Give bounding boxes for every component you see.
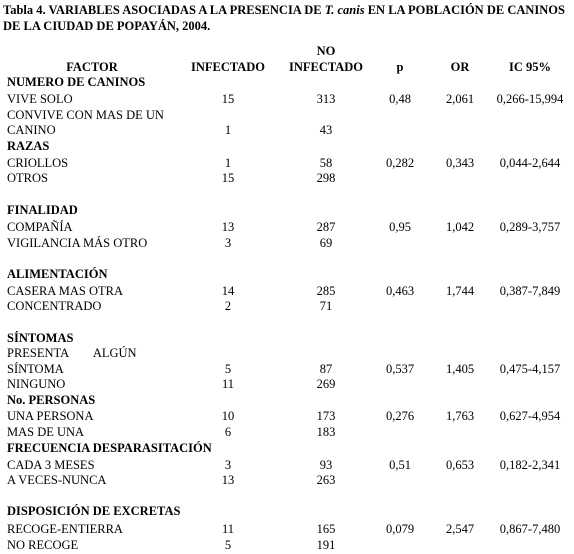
infectado-cell: 11 — [221, 522, 235, 536]
infectado-cell: 3 — [224, 236, 232, 250]
table-row — [0, 219, 574, 235]
table-row — [0, 361, 574, 377]
factor-label: RECOGE-ENTIERRA — [7, 522, 123, 536]
header-row-top — [0, 43, 574, 59]
factor-label: CANINO — [7, 123, 56, 137]
p-value-cell: 0,282 — [385, 156, 415, 170]
or-cell: 2,061 — [445, 92, 475, 106]
header-row — [0, 59, 574, 75]
no-infectado-cell: 269 — [316, 377, 336, 391]
or-cell: 1,763 — [445, 409, 475, 423]
factor-label: VIGILANCIA MÁS OTRO — [7, 236, 148, 250]
header-or: OR — [450, 60, 470, 74]
ic-cell: 0,867-7,480 — [499, 522, 561, 536]
category-label: NUMERO DE CANINOS — [7, 75, 146, 89]
infectado-cell: 14 — [221, 284, 235, 298]
table-row — [0, 122, 574, 138]
header-no: NO — [316, 44, 336, 58]
factor-label: NINGUNO — [7, 377, 66, 391]
ic-cell: 0,182-2,341 — [499, 458, 561, 472]
table-row — [0, 91, 574, 107]
factor-label: CRIOLLOS — [7, 156, 69, 170]
caption-suffix: EN LA POBLACIÓN DE CANINOS DE LA CIUDAD DE POPAYÁN, 2004. — [3, 3, 565, 33]
no-infectado-cell: 87 — [319, 362, 333, 376]
infectado-cell: 1 — [224, 123, 232, 137]
infectado-cell: 6 — [224, 425, 232, 439]
no-infectado-cell: 43 — [319, 123, 333, 137]
factor-label: OTROS — [7, 171, 48, 185]
p-value-cell: 0,51 — [389, 458, 411, 472]
table-row — [0, 298, 574, 314]
no-infectado-cell: 93 — [319, 458, 333, 472]
no-infectado-cell: 313 — [316, 92, 336, 106]
or-cell: 2,547 — [445, 522, 475, 536]
table-row — [0, 283, 574, 299]
no-infectado-cell: 298 — [316, 171, 336, 185]
table-row — [0, 235, 574, 251]
table-caption — [3, 2, 569, 34]
p-value-cell: 0,276 — [385, 409, 415, 423]
infectado-cell: 15 — [221, 92, 235, 106]
category-row — [0, 74, 574, 90]
table-row — [0, 408, 574, 424]
ic-cell: 0,475-4,157 — [499, 362, 561, 376]
no-infectado-cell: 69 — [319, 236, 333, 250]
category-row — [0, 138, 574, 154]
no-infectado-cell: 191 — [316, 538, 336, 552]
factor-label: UNA PERSONA — [7, 409, 94, 423]
category-label: RAZAS — [7, 139, 50, 153]
ic-cell: 0,044-2,644 — [499, 156, 561, 170]
or-cell: 1,744 — [445, 284, 475, 298]
infectado-cell: 10 — [221, 409, 235, 423]
category-row — [0, 330, 574, 346]
category-row — [0, 392, 574, 408]
factor-label: PRESENTA ALGÚN — [7, 346, 137, 360]
caption-species: T. canis — [324, 3, 365, 17]
no-infectado-cell: 263 — [316, 473, 336, 487]
category-label: ALIMENTACIÓN — [7, 267, 108, 281]
header-no-infectado: INFECTADO — [288, 60, 364, 74]
infectado-cell: 3 — [224, 458, 232, 472]
table-row — [0, 424, 574, 440]
category-row — [0, 503, 574, 519]
factor-label: CONCENTRADO — [7, 299, 102, 313]
header-infectado: INFECTADO — [190, 60, 266, 74]
factor-label: A VECES-NUNCA — [7, 473, 107, 487]
factor-label: CONVIVE CON MAS DE UN — [7, 108, 164, 122]
category-row — [0, 440, 574, 456]
infectado-cell: 13 — [221, 473, 235, 487]
infectado-cell: 15 — [221, 171, 235, 185]
p-value-cell: 0,95 — [389, 220, 411, 234]
table-row — [0, 155, 574, 171]
or-cell: 0,343 — [445, 156, 475, 170]
factor-label: NO RECOGE — [7, 538, 79, 552]
ic-cell: 0,627-4,954 — [499, 409, 561, 423]
ic-cell: 0,289-3,757 — [499, 220, 561, 234]
table-row — [0, 107, 574, 123]
category-row — [0, 266, 574, 282]
table-row — [0, 521, 574, 537]
category-label: No. PERSONAS — [7, 393, 96, 407]
table-row — [0, 345, 574, 361]
no-infectado-cell: 58 — [319, 156, 333, 170]
factor-label: CADA 3 MESES — [7, 458, 95, 472]
p-value-cell: 0,463 — [385, 284, 415, 298]
table-row — [0, 537, 574, 553]
category-label: FRECUENCIA DESPARASITACIÓN — [7, 441, 212, 455]
no-infectado-cell: 183 — [316, 425, 336, 439]
category-label: DISPOSICIÓN DE EXCRETAS — [7, 504, 181, 518]
or-cell: 0,653 — [445, 458, 475, 472]
factor-label: VIVE SOLO — [7, 92, 73, 106]
caption-prefix: Tabla 4. VARIABLES ASOCIADAS A LA PRESENCIA DE — [3, 3, 325, 17]
factor-label: COMPAÑÍA — [7, 220, 73, 234]
category-label: FINALIDAD — [7, 203, 78, 217]
table-row — [0, 376, 574, 392]
infectado-cell: 11 — [221, 377, 235, 391]
table-row — [0, 457, 574, 473]
infectado-cell: 5 — [224, 538, 232, 552]
no-infectado-cell: 71 — [319, 299, 333, 313]
p-value-cell: 0,537 — [385, 362, 415, 376]
no-infectado-cell: 287 — [316, 220, 336, 234]
header-ic: IC 95% — [508, 60, 552, 74]
no-infectado-cell: 285 — [316, 284, 336, 298]
infectado-cell: 2 — [224, 299, 232, 313]
table-row — [0, 472, 574, 488]
factor-label: CASERA MAS OTRA — [7, 284, 123, 298]
infectado-cell: 13 — [221, 220, 235, 234]
table-row — [0, 170, 574, 186]
infectado-cell: 1 — [224, 156, 232, 170]
ic-cell: 0,387-7,849 — [499, 284, 561, 298]
p-value-cell: 0,48 — [389, 92, 411, 106]
factor-label: MAS DE UNA — [7, 425, 85, 439]
category-row — [0, 202, 574, 218]
no-infectado-cell: 165 — [316, 522, 336, 536]
header-factor: FACTOR — [66, 60, 118, 74]
ic-cell: 0,266-15,994 — [496, 92, 564, 106]
header-p: p — [396, 60, 404, 74]
p-value-cell: 0,079 — [385, 522, 415, 536]
infectado-cell: 5 — [224, 362, 232, 376]
or-cell: 1,042 — [445, 220, 475, 234]
category-label: SÍNTOMAS — [7, 331, 74, 345]
no-infectado-cell: 173 — [316, 409, 336, 423]
or-cell: 1,405 — [445, 362, 475, 376]
factor-label: SÍNTOMA — [7, 362, 64, 376]
